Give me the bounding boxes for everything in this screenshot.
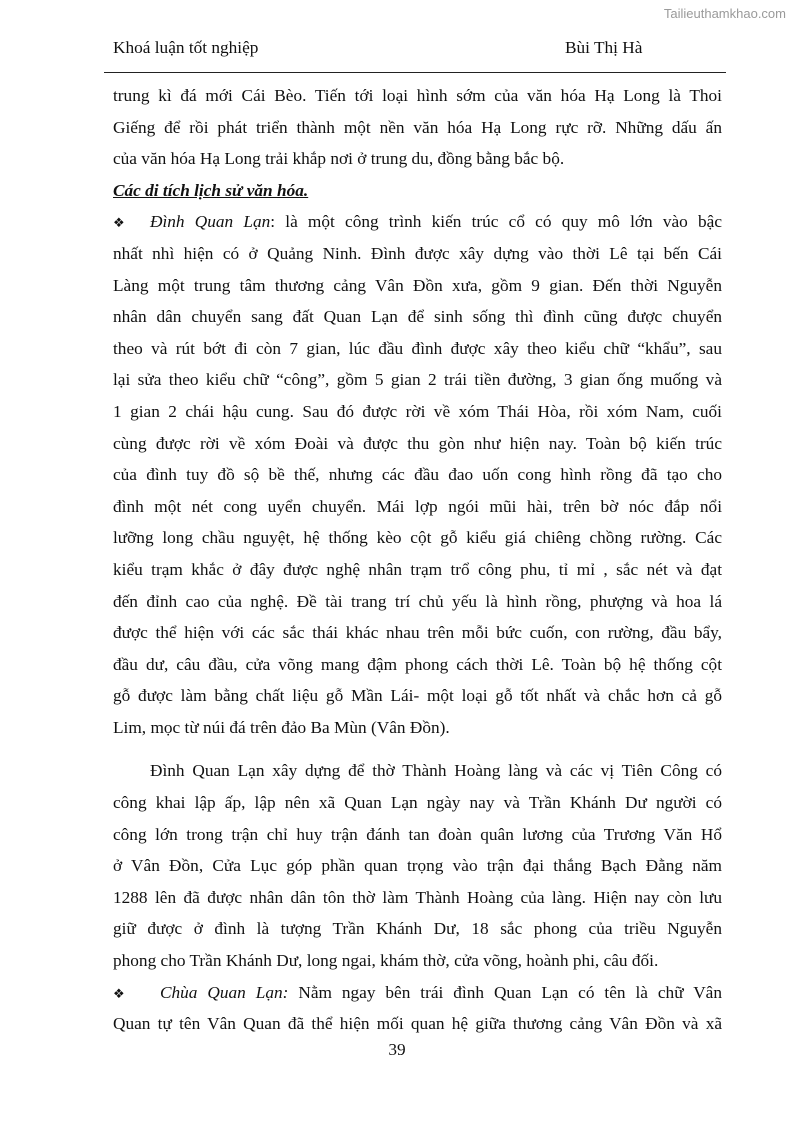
text-line	[113, 755, 722, 787]
text-line	[113, 491, 722, 523]
bullet-line	[113, 206, 722, 238]
line-text: gỗ được làm bằng chất liệu gỗ Mần Lái- một loại gỗ tốt nhất và chắc hơn cả gỗ	[113, 686, 722, 706]
text-line	[113, 238, 722, 270]
header-title: Khoá luận tốt nghiệp	[113, 38, 259, 57]
line-text: giữ được ở đình là tượng Trần Khánh Dư, 18 sắc phong của triều Nguyễn	[113, 919, 722, 939]
text-line	[113, 882, 722, 914]
item-title: Chùa Quan Lạn:	[160, 982, 289, 1002]
text-line	[113, 819, 722, 851]
line-text: Lim, mọc từ núi đá trên đảo Ba Mùn (Vân Đồn).	[113, 717, 450, 737]
line-text: đầu dư, câu đầu, cửa võng mang đậm phong cách thời Lê. Toàn bộ hệ thống cột	[113, 654, 722, 674]
item-title: Đình Quan Lạn	[150, 212, 271, 232]
line-text: Các di tích lịch sử văn hóa.	[113, 180, 309, 200]
text-line	[113, 270, 722, 302]
text-line	[113, 586, 722, 618]
line-text: lại sửa theo kiểu chữ “công”, gồm 5 gian 2 trái tiền đường, 3 gian ống muống và	[113, 370, 722, 390]
line-text: cùng được rời về xóm Đoài và được thu gòn như hiện nay. Toàn bộ kiến trúc	[113, 433, 722, 453]
header-divider	[104, 72, 726, 73]
line-text: : là một công trình kiến trúc cổ có quy mô lớn vào bậc	[270, 212, 722, 232]
text-line	[113, 80, 722, 112]
line-text: trung kì đá mới Cái Bèo. Tiến tới loại hình sớm của văn hóa Hạ Long là Thoi	[113, 86, 722, 105]
line-text: công lớn trong trận chỉ huy trận đánh tan đoàn quân lương của Trương Văn Hổ	[113, 824, 722, 844]
header-author: Bùi Thị Hà	[565, 38, 643, 57]
text-line	[113, 396, 722, 428]
line-text: 1288 lên đã được nhân dân tôn thờ làm Thành Hoàng của làng. Hiện nay còn lưu	[113, 887, 722, 907]
bullet-diamond-icon: ❖	[113, 986, 125, 1002]
text-line	[113, 712, 722, 744]
text-line	[113, 333, 722, 365]
text-line	[113, 787, 722, 819]
page-body	[113, 80, 722, 1040]
line-text: phong cho Trần Khánh Dư, long ngai, khám thờ, cửa võng, hoành phi, câu đối.	[113, 951, 659, 971]
bullet-diamond-icon: ❖	[113, 216, 125, 232]
line-text: nhất nhì hiện có ở Quảng Ninh. Đình được xây dựng vào thời Lê tại bến Cái	[113, 243, 722, 263]
line-text: Đình Quan Lạn xây dựng để thờ Thành Hoàng làng và các vị Tiên Công có	[150, 761, 722, 781]
page-number: 39	[388, 1040, 406, 1059]
text-line	[113, 428, 722, 460]
watermark: Tailieuthamkhao.com	[663, 6, 786, 21]
text-line	[113, 680, 722, 712]
text-line	[113, 945, 722, 977]
line-text: nhân dân chuyển sang đất Quan Lạn để sinh sống thì đình cũng được chuyển	[113, 307, 722, 327]
line-text: của văn hóa Hạ Long trải khắp nơi ở trung du, đồng bằng bắc bộ.	[113, 149, 565, 169]
text-line	[113, 522, 722, 554]
text-line	[113, 143, 722, 175]
line-text: Nằm ngay bên trái đình Quan Lạn có tên là chữ Vân	[288, 982, 722, 1002]
text-line	[113, 617, 722, 649]
line-text: lưỡng long chầu nguyệt, hệ thống kèo cột gỗ kiểu giá chiêng chồng rường. Các	[113, 528, 722, 548]
line-text: Giếng để rồi phát triển thành một nền văn hóa Hạ Long rực rỡ. Những dấu ấn	[113, 117, 722, 137]
text-line	[113, 913, 722, 945]
line-text: của đình tuy đồ sộ bề thế, nhưng các đầu đao uốn cong hình rồng đã tạo cho	[113, 465, 722, 485]
line-text: ở Vân Đồn, Cửa Lục góp phần quan trọng vào trận đại thắng Bạch Đằng năm	[113, 856, 722, 876]
text-line	[113, 301, 722, 333]
text-line	[113, 554, 722, 586]
text-line	[113, 364, 722, 396]
section-heading	[113, 175, 722, 207]
text-line	[113, 1008, 722, 1040]
text-line	[113, 850, 722, 882]
line-text: công khai lập ấp, lập nên xã Quan Lạn ngày nay và Trần Khánh Dư người có	[113, 793, 722, 813]
line-text: Làng một trung tâm thương cảng Vân Đồn xưa, gồm 9 gian. Đến thời Nguyễn	[113, 275, 722, 295]
line-text: 1 gian 2 chái hậu cung. Sau đó được rời về xóm Thái Hòa, rồi xóm Nam, cuối	[113, 401, 722, 421]
bullet-line	[113, 977, 722, 1009]
text-line	[113, 459, 722, 491]
line-text: đến đỉnh cao của nghệ. Đề tài trang trí chủ yếu là hình rồng, phượng và hoa lá	[113, 591, 722, 611]
text-line	[113, 649, 722, 681]
line-text: theo và rút bớt đi còn 7 gian, lúc đầu đình được xây theo kiểu chữ “khẩu”, sau	[113, 338, 722, 358]
line-text: kiểu trạm khắc ở đây được nghệ nhân trạm trổ công phu, tỉ mỉ , sắc nét và đạt	[113, 559, 722, 579]
line-text: đình một nét cong uyển chuyển. Mái lợp ngói mũi hài, trên bờ nóc đắp nổi	[113, 496, 722, 516]
line-text: được thể hiện với các sắc thái khác nhau trên mỗi bức cuốn, con rường, đầu bẩy,	[113, 623, 722, 643]
line-text: Quan tự tên Vân Quan đã thể hiện mối quan hệ giữa thương cảng Vân Đồn và xã	[113, 1014, 722, 1034]
text-line	[113, 112, 722, 144]
